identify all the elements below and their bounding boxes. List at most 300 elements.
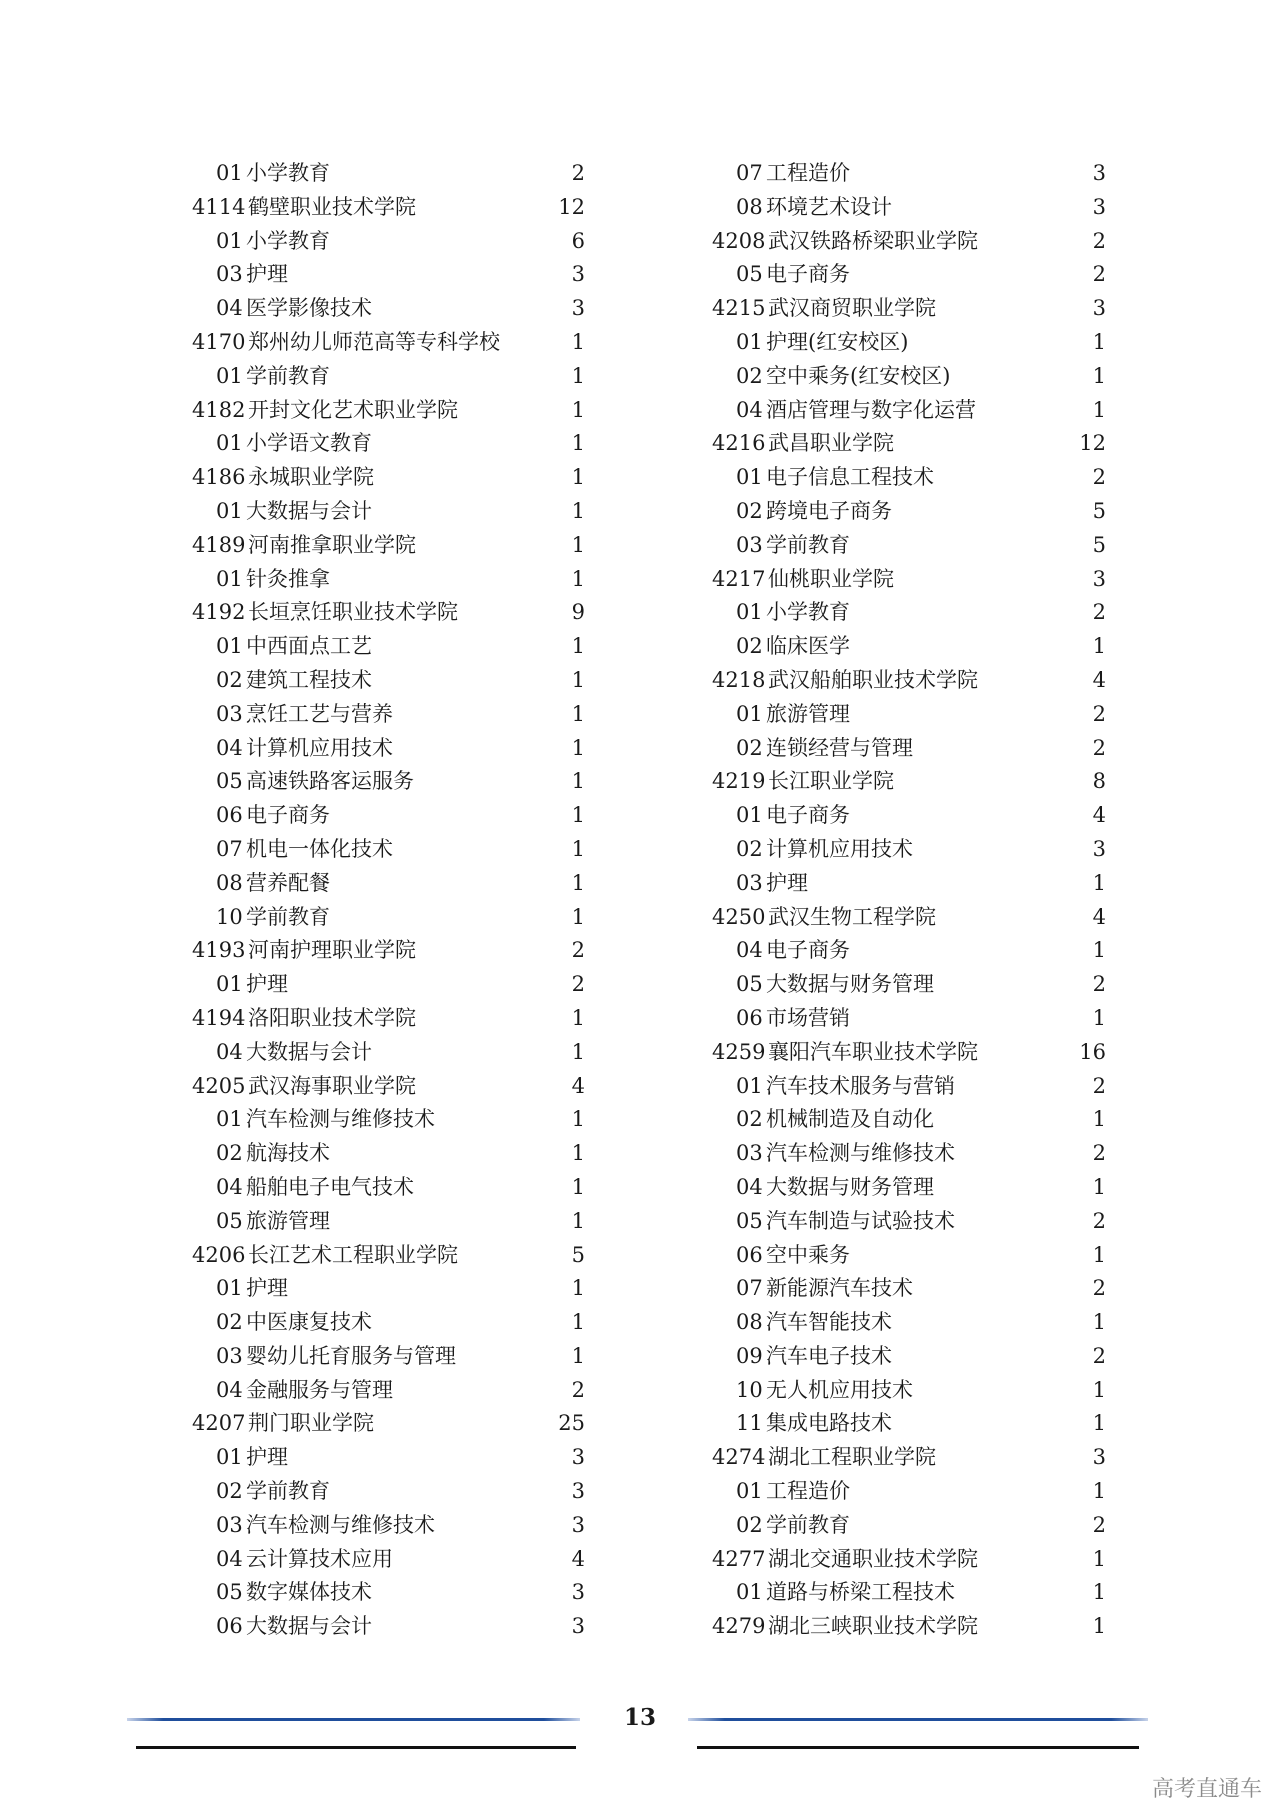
school-row <box>192 1070 585 1104</box>
school-name: 武汉商贸职业学院 <box>768 296 936 321</box>
major-row <box>712 833 1106 867</box>
enrollment-count: 1 <box>1092 397 1106 422</box>
major-code: 05 <box>216 769 243 794</box>
major-row <box>712 1272 1106 1306</box>
enrollment-count: 3 <box>571 1614 585 1639</box>
major-name: 旅游管理 <box>246 1208 330 1233</box>
major-row <box>192 765 585 799</box>
major-code: 09 <box>736 1343 763 1368</box>
major-code: 02 <box>216 1479 243 1504</box>
major-name: 连锁经营与管理 <box>766 735 913 760</box>
major-name: 小学语文教育 <box>246 431 372 456</box>
major-code: 01 <box>216 363 243 388</box>
major-name: 针灸推拿 <box>246 566 330 591</box>
school-code: 4219 <box>712 769 766 794</box>
enrollment-count: 1 <box>1092 1107 1106 1132</box>
major-row <box>192 1475 585 1509</box>
major-name: 学前教育 <box>766 1512 850 1537</box>
page-number: 13 <box>623 1704 656 1731</box>
footer-rule-black-left <box>136 1746 576 1749</box>
enrollment-count: 1 <box>571 465 585 490</box>
major-row <box>712 1374 1106 1408</box>
major-name: 计算机应用技术 <box>246 735 393 760</box>
school-row <box>192 596 585 630</box>
school-row <box>192 394 585 428</box>
major-name: 汽车检测与维修技术 <box>246 1107 435 1132</box>
enrollment-count: 1 <box>571 870 585 895</box>
major-row <box>192 1509 585 1543</box>
major-row <box>192 292 585 326</box>
major-name: 电子商务 <box>246 803 330 828</box>
major-row <box>712 1475 1106 1509</box>
major-name: 小学教育 <box>246 161 330 185</box>
enrollment-count: 1 <box>571 769 585 794</box>
major-code: 01 <box>216 1107 243 1132</box>
enrollment-count: 1 <box>571 735 585 760</box>
major-name: 护理 <box>766 870 808 895</box>
enrollment-count: 1 <box>571 1141 585 1166</box>
major-code: 06 <box>216 1614 243 1639</box>
major-code: 01 <box>216 161 243 185</box>
school-code: 4207 <box>192 1411 246 1436</box>
major-name: 电子信息工程技术 <box>766 465 934 490</box>
major-code: 01 <box>216 228 243 253</box>
school-code: 4250 <box>712 904 766 929</box>
school-row <box>712 1543 1106 1577</box>
major-name: 机械制造及自动化 <box>766 1107 934 1132</box>
major-name: 护理 <box>246 972 288 997</box>
school-row <box>192 326 585 360</box>
enrollment-count: 1 <box>571 1174 585 1199</box>
major-code: 07 <box>216 836 243 861</box>
enrollment-count: 1 <box>571 397 585 422</box>
major-row <box>712 596 1106 630</box>
major-code: 08 <box>736 1310 763 1335</box>
school-name: 武汉船舶职业技术学院 <box>768 667 978 692</box>
enrollment-count: 2 <box>571 161 585 185</box>
school-name: 河南推拿职业学院 <box>248 532 416 557</box>
major-code: 01 <box>736 1479 763 1504</box>
major-name: 酒店管理与数字化运营 <box>766 397 976 422</box>
enrollment-count: 1 <box>571 1107 585 1132</box>
major-row <box>712 1407 1106 1441</box>
school-row <box>192 1407 585 1441</box>
school-code: 4186 <box>192 465 246 490</box>
major-name: 空中乘务 <box>766 1242 850 1267</box>
footer-rule-blue-left <box>127 1718 580 1721</box>
enrollment-count: 3 <box>571 1512 585 1537</box>
enrollment-count: 1 <box>1092 1479 1106 1504</box>
enrollment-count: 2 <box>1092 701 1106 726</box>
enrollment-count: 1 <box>1092 1242 1106 1267</box>
major-code: 04 <box>216 1377 243 1402</box>
enrollment-count: 5 <box>1092 498 1106 523</box>
enrollment-count: 2 <box>1092 1141 1106 1166</box>
enrollment-count: 1 <box>1092 1377 1106 1402</box>
enrollment-count: 1 <box>571 836 585 861</box>
major-code: 01 <box>216 1445 243 1470</box>
major-row <box>192 1272 585 1306</box>
enrollment-count: 1 <box>1092 1411 1106 1436</box>
school-row <box>712 292 1106 326</box>
major-name: 烹饪工艺与营养 <box>246 701 393 726</box>
major-row <box>712 1306 1106 1340</box>
major-row <box>192 1171 585 1205</box>
major-code: 06 <box>736 1005 763 1030</box>
major-name: 汽车技术服务与营销 <box>766 1073 955 1098</box>
school-name: 湖北交通职业技术学院 <box>768 1546 978 1571</box>
school-row <box>192 934 585 968</box>
major-row <box>712 157 1106 191</box>
enrollment-count: 1 <box>571 363 585 388</box>
major-name: 汽车电子技术 <box>766 1343 892 1368</box>
major-row <box>192 799 585 833</box>
enrollment-count: 1 <box>1092 634 1106 659</box>
enrollment-count: 1 <box>1092 1614 1106 1639</box>
major-code: 07 <box>736 161 763 185</box>
school-name: 洛阳职业技术学院 <box>248 1005 416 1030</box>
major-name: 船舶电子电气技术 <box>246 1174 414 1199</box>
enrollment-count: 1 <box>571 329 585 354</box>
enrollment-count: 3 <box>1092 836 1106 861</box>
major-name: 小学教育 <box>766 600 850 625</box>
enrollment-count: 1 <box>1092 870 1106 895</box>
major-name: 学前教育 <box>246 904 330 929</box>
school-name: 长垣烹饪职业技术学院 <box>248 600 458 625</box>
major-name: 集成电路技术 <box>766 1411 892 1436</box>
school-row <box>712 225 1106 259</box>
major-name: 工程造价 <box>766 161 850 185</box>
major-name: 数字媒体技术 <box>246 1580 372 1605</box>
footer-rule-blue-right <box>688 1718 1148 1721</box>
enrollment-count: 1 <box>571 1276 585 1301</box>
major-name: 环境艺术设计 <box>766 194 892 219</box>
major-row <box>192 1610 585 1644</box>
school-row <box>712 901 1106 935</box>
enrollment-count: 2 <box>1092 465 1106 490</box>
major-code: 01 <box>736 465 763 490</box>
enrollment-count: 1 <box>571 1310 585 1335</box>
major-code: 11 <box>736 1411 763 1436</box>
enrollment-count: 2 <box>1092 972 1106 997</box>
major-name: 云计算技术应用 <box>246 1546 393 1571</box>
major-name: 临床医学 <box>766 634 850 659</box>
school-row <box>192 191 585 225</box>
major-row <box>712 495 1106 529</box>
enrollment-count: 4 <box>571 1073 585 1098</box>
school-name: 永城职业学院 <box>248 465 374 490</box>
major-row <box>712 1239 1106 1273</box>
major-name: 中西面点工艺 <box>246 634 372 659</box>
major-name: 大数据与会计 <box>246 1614 372 1639</box>
major-name: 市场营销 <box>766 1005 850 1030</box>
major-row <box>192 1137 585 1171</box>
enrollment-count: 2 <box>1092 600 1106 625</box>
major-code: 02 <box>736 363 763 388</box>
major-row <box>192 258 585 292</box>
school-name: 襄阳汽车职业技术学院 <box>768 1039 978 1064</box>
school-code: 4182 <box>192 397 246 422</box>
major-row <box>192 833 585 867</box>
enrollment-count: 16 <box>1079 1039 1106 1064</box>
major-name: 汽车检测与维修技术 <box>246 1512 435 1537</box>
major-row <box>712 461 1106 495</box>
major-row <box>192 1543 585 1577</box>
enrollment-count: 1 <box>571 803 585 828</box>
major-row <box>192 664 585 698</box>
enrollment-count: 2 <box>1092 262 1106 287</box>
major-name: 学前教育 <box>766 532 850 557</box>
major-name: 汽车检测与维修技术 <box>766 1141 955 1166</box>
school-row <box>712 563 1106 597</box>
enrollment-count: 1 <box>1092 1310 1106 1335</box>
enrollment-count: 3 <box>571 262 585 287</box>
major-code: 04 <box>216 296 243 321</box>
school-name: 武汉生物工程学院 <box>768 904 936 929</box>
enrollment-count: 3 <box>1092 566 1106 591</box>
school-row <box>712 1441 1106 1475</box>
major-name: 大数据与财务管理 <box>766 972 934 997</box>
major-name: 无人机应用技术 <box>766 1377 913 1402</box>
enrollment-count: 3 <box>1092 161 1106 185</box>
enrollment-count: 1 <box>571 701 585 726</box>
major-code: 03 <box>216 262 243 287</box>
major-name: 学前教育 <box>246 363 330 388</box>
major-code: 02 <box>216 1141 243 1166</box>
major-code: 06 <box>736 1242 763 1267</box>
major-row <box>712 1070 1106 1104</box>
school-name: 武汉铁路桥梁职业学院 <box>768 228 978 253</box>
major-name: 工程造价 <box>766 1479 850 1504</box>
enrollment-count: 1 <box>571 1039 585 1064</box>
major-code: 04 <box>216 1039 243 1064</box>
major-name: 护理 <box>246 1445 288 1470</box>
major-name: 计算机应用技术 <box>766 836 913 861</box>
major-row <box>712 360 1106 394</box>
major-row <box>712 1340 1106 1374</box>
enrollment-count: 9 <box>571 600 585 625</box>
school-name: 长江艺术工程职业学院 <box>248 1242 458 1267</box>
major-code: 05 <box>216 1208 243 1233</box>
major-name: 电子商务 <box>766 262 850 287</box>
enrollment-count: 1 <box>571 566 585 591</box>
major-code: 01 <box>216 431 243 456</box>
major-code: 01 <box>736 803 763 828</box>
major-row <box>712 1137 1106 1171</box>
school-code: 4205 <box>192 1073 246 1098</box>
major-row <box>192 1036 585 1070</box>
major-code: 04 <box>736 938 763 963</box>
major-code: 04 <box>216 1546 243 1571</box>
major-row <box>192 732 585 766</box>
enrollment-count: 12 <box>1079 431 1106 456</box>
school-code: 4189 <box>192 532 246 557</box>
major-code: 05 <box>736 1208 763 1233</box>
school-code: 4193 <box>192 938 246 963</box>
major-code: 01 <box>736 1073 763 1098</box>
school-name: 荆门职业学院 <box>248 1411 374 1436</box>
major-name: 汽车智能技术 <box>766 1310 892 1335</box>
major-code: 02 <box>736 1512 763 1537</box>
major-row <box>192 360 585 394</box>
school-name: 湖北三峡职业技术学院 <box>768 1614 978 1639</box>
major-code: 02 <box>216 1310 243 1335</box>
school-name: 湖北工程职业学院 <box>768 1445 936 1470</box>
major-code: 10 <box>736 1377 763 1402</box>
major-code: 03 <box>216 701 243 726</box>
school-row <box>712 1610 1106 1644</box>
enrollment-count: 2 <box>1092 1343 1106 1368</box>
major-code: 01 <box>216 634 243 659</box>
major-name: 跨境电子商务 <box>766 498 892 523</box>
major-code: 02 <box>736 1107 763 1132</box>
enrollment-count: 4 <box>1092 904 1106 929</box>
major-row <box>192 1576 585 1610</box>
major-row <box>192 901 585 935</box>
footer-rule-black-right <box>697 1746 1139 1749</box>
major-name: 大数据与会计 <box>246 498 372 523</box>
school-row <box>712 427 1106 461</box>
major-name: 学前教育 <box>246 1479 330 1504</box>
school-name: 仙桃职业学院 <box>768 566 894 591</box>
enrollment-count: 5 <box>571 1242 585 1267</box>
enrollment-count: 3 <box>1092 1445 1106 1470</box>
enrollment-count: 3 <box>571 1479 585 1504</box>
major-code: 03 <box>736 1141 763 1166</box>
major-code: 10 <box>216 904 243 929</box>
major-row <box>712 394 1106 428</box>
enrollment-count: 12 <box>558 194 585 219</box>
major-code: 01 <box>736 329 763 354</box>
enrollment-count: 2 <box>1092 1208 1106 1233</box>
right-column <box>712 157 1106 1644</box>
school-name: 长江职业学院 <box>768 769 894 794</box>
major-name: 机电一体化技术 <box>246 836 393 861</box>
major-name: 护理(红安校区) <box>766 329 909 354</box>
school-code: 4277 <box>712 1546 766 1571</box>
school-code: 4216 <box>712 431 766 456</box>
major-row <box>712 1576 1106 1610</box>
enrollment-count: 3 <box>1092 194 1106 219</box>
major-name: 小学教育 <box>246 228 330 253</box>
enrollment-count: 1 <box>1092 1546 1106 1571</box>
school-code: 4170 <box>192 329 246 354</box>
major-row <box>712 799 1106 833</box>
major-name: 中医康复技术 <box>246 1310 372 1335</box>
major-code: 07 <box>736 1276 763 1301</box>
school-code: 4279 <box>712 1614 766 1639</box>
enrollment-count: 3 <box>1092 296 1106 321</box>
major-name: 高速铁路客运服务 <box>246 769 414 794</box>
major-name: 护理 <box>246 262 288 287</box>
major-name: 建筑工程技术 <box>246 667 372 692</box>
major-code: 01 <box>736 600 763 625</box>
school-row <box>712 664 1106 698</box>
major-row <box>712 1103 1106 1137</box>
major-name: 金融服务与管理 <box>246 1377 393 1402</box>
school-code: 4217 <box>712 566 766 591</box>
major-row <box>192 427 585 461</box>
major-row <box>712 326 1106 360</box>
major-row <box>192 495 585 529</box>
major-row <box>712 1509 1106 1543</box>
major-row <box>192 1306 585 1340</box>
major-name: 护理 <box>246 1276 288 1301</box>
major-row <box>192 968 585 1002</box>
enrollment-count: 1 <box>571 904 585 929</box>
major-row <box>192 225 585 259</box>
major-code: 03 <box>736 870 763 895</box>
major-row <box>712 698 1106 732</box>
school-code: 4194 <box>192 1005 246 1030</box>
enrollment-count: 2 <box>1092 1276 1106 1301</box>
major-row <box>192 1103 585 1137</box>
school-name: 河南护理职业学院 <box>248 938 416 963</box>
school-name: 鹤壁职业技术学院 <box>248 194 416 219</box>
major-row <box>712 934 1106 968</box>
major-row <box>712 630 1106 664</box>
enrollment-count: 1 <box>571 667 585 692</box>
major-row <box>712 191 1106 225</box>
school-name: 开封文化艺术职业学院 <box>248 397 458 422</box>
major-name: 婴幼儿托育服务与管理 <box>246 1343 456 1368</box>
enrollment-count: 1 <box>1092 329 1106 354</box>
enrollment-count: 1 <box>571 1005 585 1030</box>
school-code: 4274 <box>712 1445 766 1470</box>
enrollment-count: 6 <box>571 228 585 253</box>
major-name: 汽车制造与试验技术 <box>766 1208 955 1233</box>
major-code: 04 <box>736 1174 763 1199</box>
major-code: 01 <box>216 566 243 591</box>
enrollment-count: 8 <box>1092 769 1106 794</box>
major-name: 空中乘务(红安校区) <box>766 363 951 388</box>
enrollment-count: 25 <box>558 1411 585 1436</box>
enrollment-count: 1 <box>571 532 585 557</box>
major-row <box>712 1002 1106 1036</box>
major-row <box>712 1171 1106 1205</box>
major-name: 医学影像技术 <box>246 296 372 321</box>
school-name: 郑州幼儿师范高等专科学校 <box>248 329 500 354</box>
school-row <box>192 529 585 563</box>
enrollment-count: 3 <box>571 1580 585 1605</box>
enrollment-count: 1 <box>1092 938 1106 963</box>
major-code: 02 <box>736 836 763 861</box>
major-code: 08 <box>216 870 243 895</box>
major-row <box>192 698 585 732</box>
major-name: 航海技术 <box>246 1141 330 1166</box>
enrollment-count: 4 <box>571 1546 585 1571</box>
major-code: 04 <box>736 397 763 422</box>
school-row <box>192 461 585 495</box>
major-code: 05 <box>216 1580 243 1605</box>
major-row <box>192 157 585 191</box>
major-name: 电子商务 <box>766 803 850 828</box>
enrollment-count: 3 <box>571 296 585 321</box>
enrollment-count: 5 <box>1092 532 1106 557</box>
school-code: 4206 <box>192 1242 246 1267</box>
school-code: 4259 <box>712 1039 766 1064</box>
major-code: 03 <box>216 1343 243 1368</box>
school-row <box>192 1239 585 1273</box>
enrollment-count: 2 <box>571 938 585 963</box>
enrollment-count: 1 <box>571 431 585 456</box>
enrollment-count: 2 <box>1092 735 1106 760</box>
major-row <box>192 867 585 901</box>
major-row <box>712 968 1106 1002</box>
enrollment-count: 2 <box>571 972 585 997</box>
major-code: 04 <box>216 735 243 760</box>
major-code: 08 <box>736 194 763 219</box>
